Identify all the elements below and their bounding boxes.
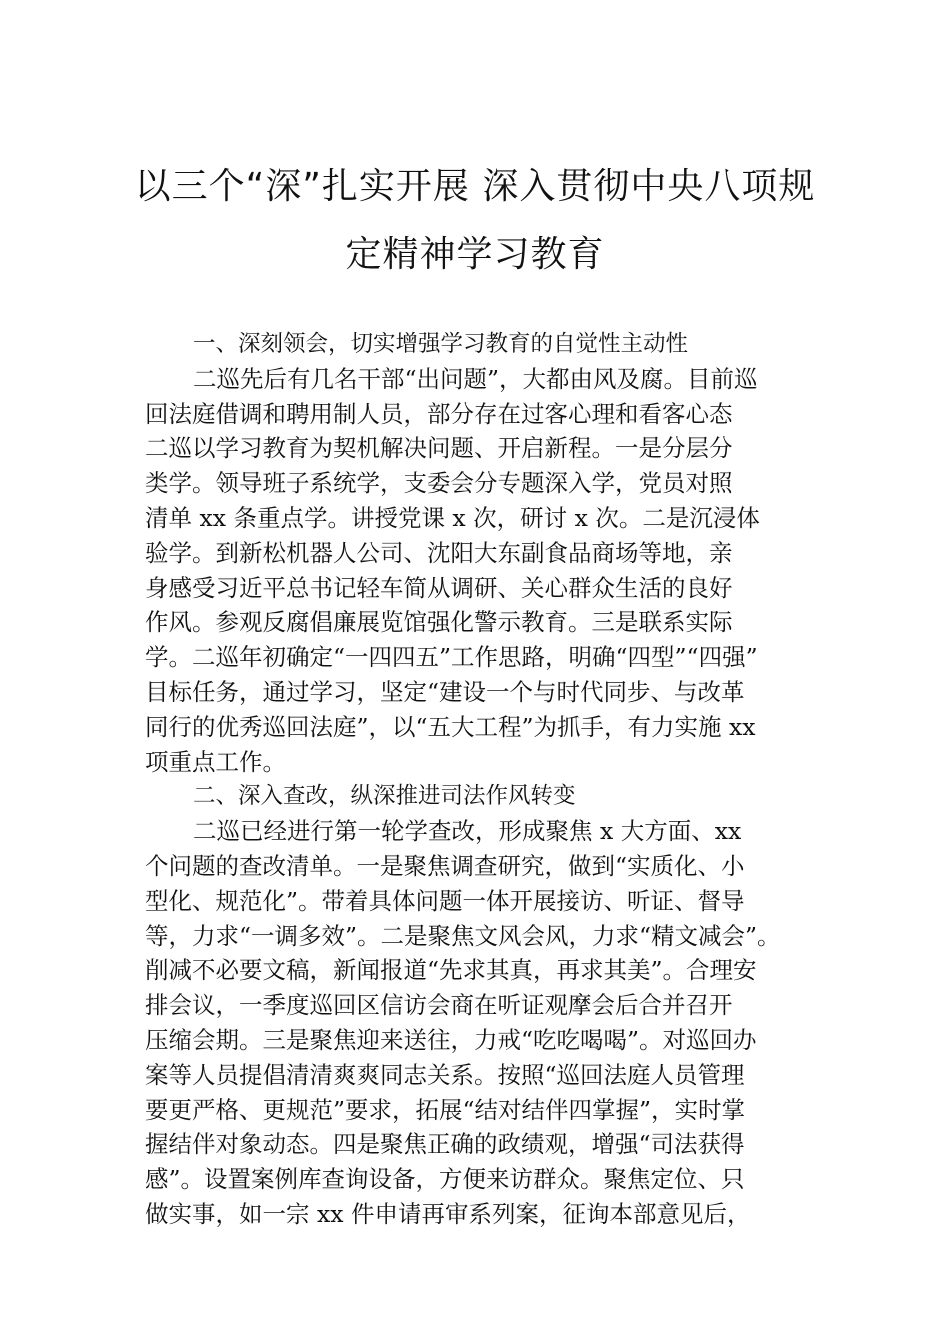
body-line: 验学。到新松机器人公司、沈阳大东副食品商场等地，亲 — [145, 538, 733, 567]
body-line: 做实事，如一宗 xx 件申请再审系列案，征询本部意见后， — [145, 1199, 751, 1228]
body-line: 学。二巡年初确定“一四四五”工作思路，明确“四型”“四强” — [145, 643, 758, 672]
body-line: 目标任务，通过学习，坚定“建设一个与时代同步、与改革 — [145, 677, 745, 706]
body-line: 排会议，一季度巡回区信访会商在听证观摩会后合并召开 — [145, 991, 733, 1020]
body-line: 感”。设置案例库查询设备，方便来访群众。聚焦定位、只 — [145, 1165, 745, 1194]
body-line: 案等人员提倡清清爽爽同志关系。按照“巡回法庭人员管理 — [145, 1060, 745, 1089]
body-line: 削减不必要文稿，新闻报道“先求其真，再求其美”。合理安 — [145, 956, 757, 985]
body-line: 项重点工作。 — [145, 747, 286, 776]
body-line: 型化、规范化”。带着具体问题一体开展接访、听证、督导 — [145, 886, 745, 915]
body-line: 作风。参观反腐倡廉展览馆强化警示教育。三是联系实际 — [145, 608, 733, 637]
body-line: 身感受习近平总书记轻车简从调研、关心群众生活的良好 — [145, 573, 733, 602]
body-line: 同行的优秀巡回法庭”，以“五大工程”为抓手，有力实施 xx — [145, 712, 756, 741]
body-line: 二巡先后有几名干部“出问题”，大都由风及腐。目前巡 — [193, 364, 758, 393]
body-line: 个问题的查改清单。一是聚焦调查研究，做到“实质化、小 — [145, 851, 745, 880]
section-heading-1: 一、深刻领会，切实增强学习教育的自觉性主动性 — [193, 331, 689, 357]
body-line: 要更严格、更规范”要求，拓展“结对结伴四掌握”，实时掌 — [145, 1095, 746, 1124]
document-body — [145, 327, 810, 1232]
body-line: 类学。领导班子系统学，支委会分专题深入学，党员对照 — [145, 469, 733, 498]
body-line: 回法庭借调和聘用制人员，部分存在过客心理和看客心态 — [145, 399, 733, 428]
body-line: 压缩会期。三是聚焦迎来送往，力戒“吃吃喝喝”。对巡回办 — [145, 1025, 757, 1054]
section-heading-2: 二、深入查改，纵深推进司法作风转变 — [193, 783, 576, 810]
document-title-line-2: 定精神学习教育 — [345, 234, 605, 275]
body-line: 清单 xx 条重点学。讲授党课 x 次，研讨 x 次。二是沉浸体 — [145, 503, 760, 532]
document-title-line-1: 以三个“深”扎实开展 深入贯彻中央八项规 — [134, 166, 816, 207]
body-line: 二巡已经进行第一轮学查改，形成聚焦 x 大方面、xx — [193, 817, 742, 846]
body-line: 握结伴对象动态。四是聚焦正确的政绩观，增强“司法获得 — [145, 1130, 745, 1159]
body-line: 等，力求“一调多效”。二是聚焦文风会风，力求“精文减会”。 — [145, 921, 781, 950]
body-line: 二巡以学习教育为契机解决问题、开启新程。一是分层分 — [145, 434, 733, 463]
